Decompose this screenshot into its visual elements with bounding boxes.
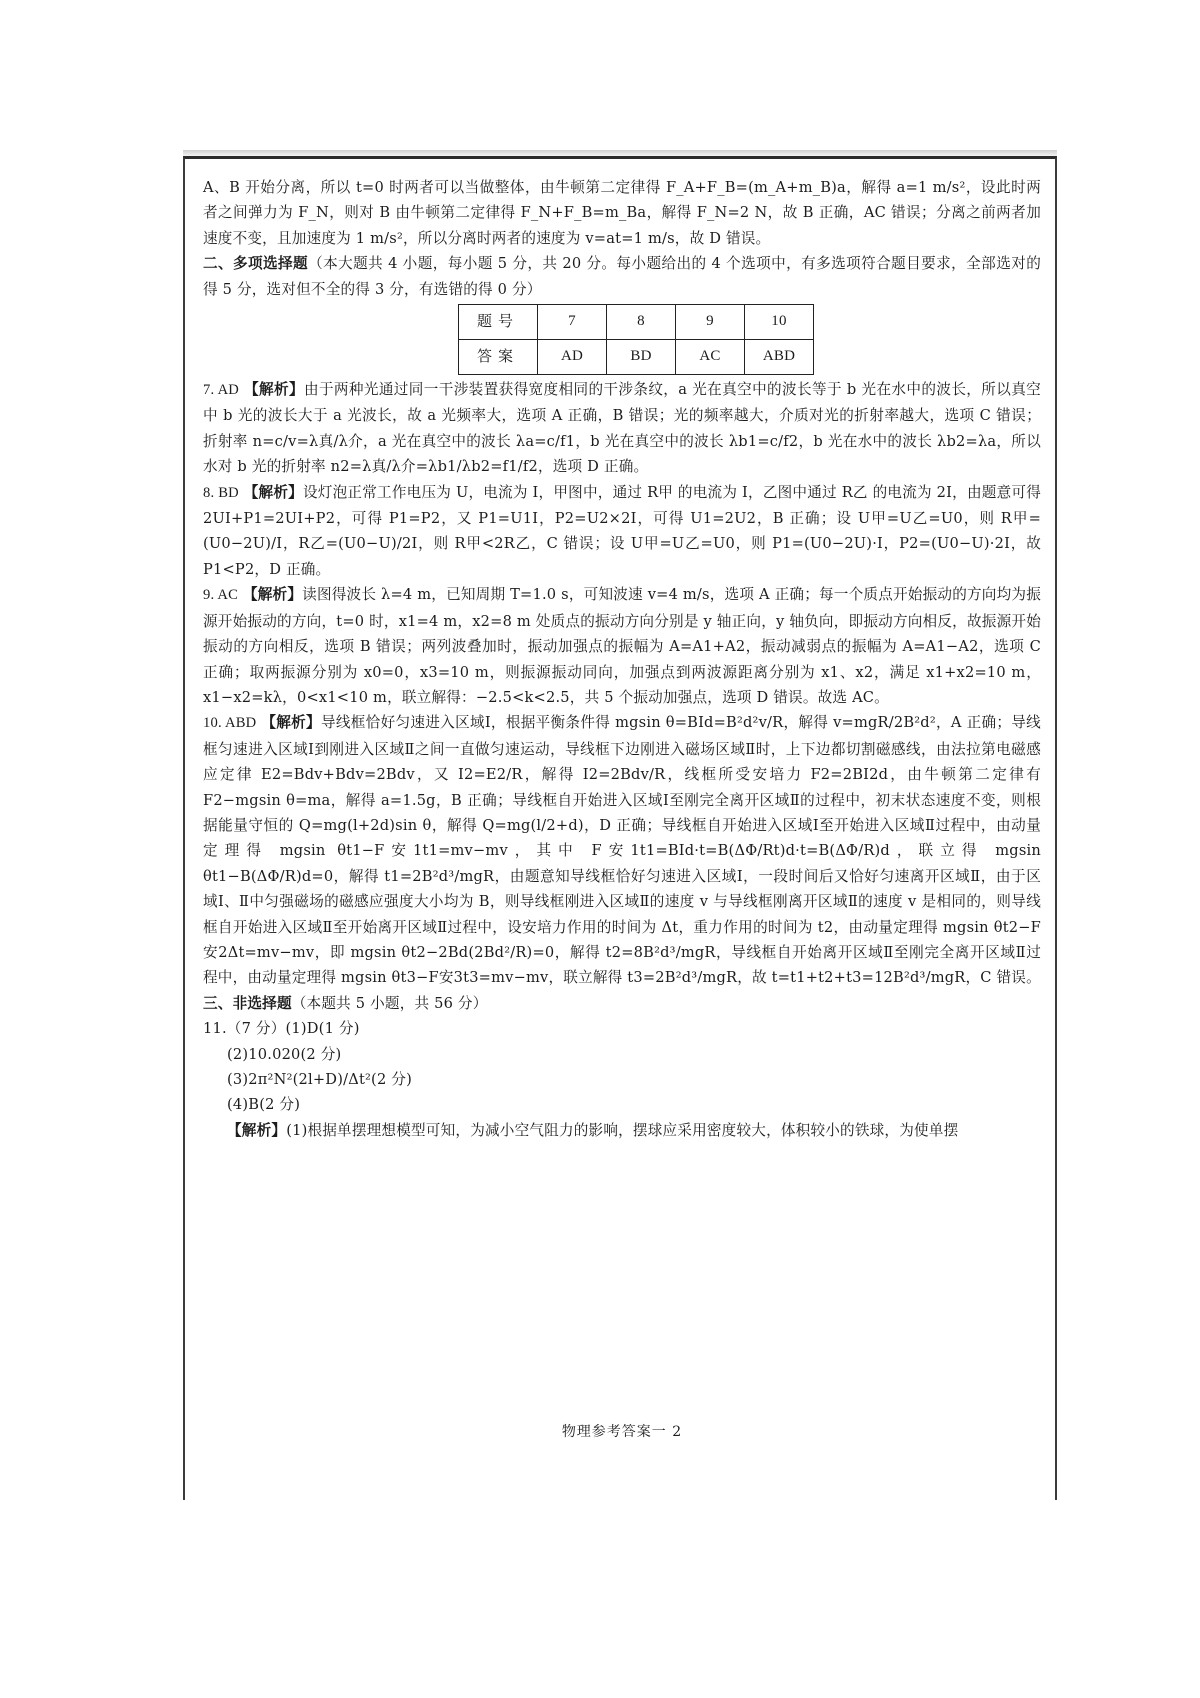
question-11-analysis	[203, 1118, 1041, 1143]
content-area	[203, 175, 1041, 1143]
question-11-line-1: 11.（7 分）(1)D(1 分)	[203, 1020, 360, 1038]
answer-table-row-answers	[459, 340, 814, 375]
answer-table-row-numbers	[459, 305, 814, 340]
table-header-answer: 答案	[459, 340, 538, 375]
question-7-text: 由于两种光通过同一干涉装置获得宽度相同的干涉条纹，a 光在真空中的波长等于 b 光在水中的波长，所以真空中 b 光的波长大于 a 光波长，故 a 光频率大，选项 A 正确，B 错误；光的频率越大，介质对光的折射率越大，选项 C 错误；折射率 n=c/v=λ真/λ介，a 光在真空中的波长 λa=c/f1，b 光在真空中的波长 λb1=c/f2，b 光在水中的波长 λb2=λa，所以水对 b 光的折射率 n2=λ真/λ介=λb1/λb2=f1/f2，选项 D 正确。	[203, 381, 1041, 476]
analysis-tag: 【解析】	[244, 381, 304, 399]
table-cell-number: 8	[607, 305, 676, 340]
question-11-line-2: (2)10.020(2 分)	[227, 1045, 342, 1063]
table-cell-answer: AD	[538, 340, 607, 375]
question-8	[203, 480, 1041, 583]
analysis-tag: 【解析】	[243, 483, 303, 501]
question-8-number: 8. BD	[203, 484, 239, 501]
table-cell-number: 10	[745, 305, 814, 340]
table-cell-answer: BD	[607, 340, 676, 375]
table-cell-answer: AC	[676, 340, 745, 375]
question-7	[203, 377, 1041, 480]
table-cell-answer: ABD	[745, 340, 814, 375]
question-9	[203, 582, 1041, 710]
question-8-text: 设灯泡正常工作电压为 U，电流为 I，甲图中，通过 R甲 的电流为 I，乙图中通过 R乙 的电流为 2I，由题意可得 2UI+P1=2UI+P2，可得 P1=P2，又 P1=U1I，P2=U2×2I，可得 U1=2U2，B 正确；设 U甲=U乙=U0，则 R甲=(U0−2U)/I，R乙=(U0−U)/2I，则 R甲<2R乙，C 错误；设 U甲=U乙=U0，则 P1=(U0−2U)·I，P2=(U0−U)·2I，故 P1<P2，D 正确。	[203, 483, 1041, 578]
question-11-line-3: (3)2π²N²(2l+D)/Δt²(2 分)	[227, 1071, 412, 1088]
question-7-number: 7. AD	[203, 382, 240, 399]
question-9-text: 读图得波长 λ=4 m，已知周期 T=1.0 s，可知波速 v=4 m/s，选项 A 正确；每一个质点开始振动的方向均为振源开始振动的方向，t=0 时，x1=4 m，x2=8 m 处质点的振动方向分别是 y 轴正向，y 轴负向，即振动方向相反，故振源开始振动的方向相反，选项 B 错误；两列波叠加时，振动加强点的振幅为 A=A1+A2，振动减弱点的振幅为 A=A1−A2，选项 C 正确；取两振源分别为 x0=0，x3=10 m，则振源振动同向，加强点到两波源距离分别为 x1、x2，满足 x1+x2=10 m，x1−x2=kλ，0<x1<10 m，联立解得：−2.5<k<2.5，共 5 个振动加强点，选项 D 错误。故选 AC。	[203, 586, 1042, 706]
question-9-number: 9. AC	[203, 587, 239, 604]
analysis-tag: 【解析】	[261, 714, 321, 732]
paragraph-continued: A、B 开始分离，所以 t=0 时两者可以当做整体，由牛顿第二定律得 F_A+F_B=(m_A+m_B)a，解得 a=1 m/s²，设此时两者之间弹力为 F_N，则对 B 由牛顿第二定律得 F_N+F_B=m_Ba，解得 F_N=2 N，故 B 正确，AC 错误；分离之前两者加速度不变，且加速度为 1 m/s²，所以分离时两者的速度为 v=at=1 m/s，故 D 错误。	[203, 179, 1041, 247]
question-10-number: 10. ABD	[203, 715, 257, 732]
section-3-note: （本题共 5 小题，共 56 分）	[291, 994, 488, 1012]
analysis-tag: 【解析】	[242, 586, 303, 604]
table-cell-number: 9	[676, 305, 745, 340]
analysis-tag: 【解析】	[227, 1121, 287, 1139]
question-10	[203, 710, 1041, 990]
table-header-number: 题号	[459, 305, 538, 340]
section-2-heading	[203, 251, 1041, 302]
question-11-analysis-text: (1)根据单摆理想模型可知，为减小空气阻力的影响，摆球应采用密度较大，体积较小的铁球，为使单摆	[286, 1121, 959, 1139]
question-10-text: 导线框恰好匀速进入区域Ⅰ，根据平衡条件得 mgsin θ=BId=B²d²v/R，解得 v=mgR/2B²d²，A 正确；导线框匀速进入区域Ⅰ到刚进入区域Ⅱ之间一直做匀速运动，导线框下边刚进入磁场区域Ⅱ时，上下边都切割磁感线，由法拉第电磁感应定律 E2=Bdv+Bdv=2Bdv，又 I2=E2/R，解得 I2=2Bdv/R，线框所受安培力 F2=2BI2d，由牛顿第二定律有 F2−mgsin θ=ma，解得 a=1.5g，B 正确；导线框自开始进入区域Ⅰ至刚完全离开区域Ⅱ的过程中，初末状态速度不变，则根据能量守恒的 Q=mg(l+2d)sin θ，解得 Q=mg(l/2+d)，D 正确；导线框自开始进入区域Ⅰ至开始进入区域Ⅱ过程中，由动量定理得 mgsin θt1−F安1t1=mv−mv，其中 F安1t1=BId·t=B(ΔΦ/Rt)d·t=B(ΔΦ/R)d，联立得 mgsin θt1−B(ΔΦ/R)d=0，解得 t1=2B²d³/mgR，由题意知导线框恰好匀速进入区域Ⅰ，一段时间后又恰好匀速离开区域Ⅱ，由于区域Ⅰ、Ⅱ中匀强磁场的磁感应强度大小均为 B，则导线框刚进入区域Ⅱ的速度 v 与导线框刚离开区域Ⅱ的速度 v 是相同的，则导线框自开始进入区域Ⅱ至开始离开区域Ⅱ过程中，设安培力作用的时间为 Δt，重力作用的时间为 t2，由动量定理得 mgsin θt2−F安2Δt=mv−mv，即 mgsin θt2−2Bd(2Bd²/R)=0，解得 t2=8B²d³/mgR，导线框自开始离开区域Ⅱ至刚完全离开区域Ⅱ过程中，由动量定理得 mgsin θt3−F安3t3=mv−mv，联立解得 t3=2B²d³/mgR，故 t=t1+t2+t3=12B²d³/mgR，C 错误。	[203, 714, 1041, 987]
section-3-title: 三、非选择题	[203, 994, 292, 1012]
section-3-heading	[203, 991, 1041, 1016]
section-2-title: 二、多项选择题	[203, 255, 309, 273]
question-11-line-4: (4)B(2 分)	[227, 1096, 301, 1114]
answer-sheet	[183, 156, 1057, 1500]
table-cell-number: 7	[538, 305, 607, 340]
page-footer: 物理参考答案一 2	[561, 1424, 683, 1440]
answer-table	[458, 304, 814, 375]
section-2-note: （本大题共 4 小题，每小题 5 分，共 20 分。每小题给出的 4 个选项中，有多选项符合题目要求，全部选对的得 5 分，选对但不全的得 3 分，有选错的得 0 分）	[203, 255, 1041, 298]
